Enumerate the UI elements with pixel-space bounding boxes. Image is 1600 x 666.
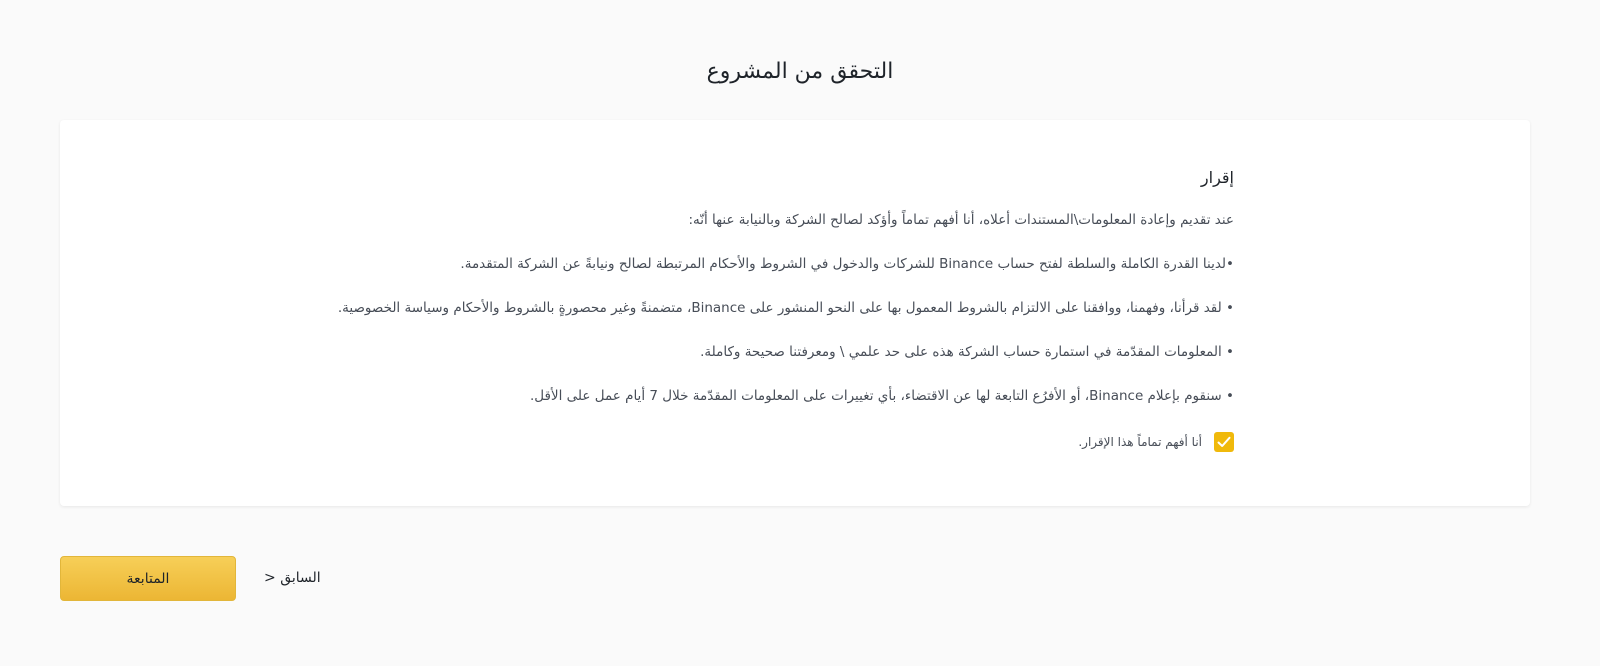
page-title: التحقق من المشروع [706, 59, 894, 84]
back-label: السابق [280, 570, 321, 586]
declaration-bullet: • لقد قرأنا، وفهمنا، ووافقنا على الالتزام بالشروط المعمول بها على النحو المنشور على Binance، متضمنةً وغير محصورةٍ بالشروط والأحكام وسياسة الخصوصية. [337, 300, 1234, 316]
back-arrow-icon: < [264, 570, 276, 586]
agree-checkbox[interactable] [1214, 432, 1234, 452]
agree-row[interactable] [1078, 432, 1234, 452]
declaration-bullet: • المعلومات المقدّمة في استمارة حساب الشركة هذه على حد علمي \ ومعرفتنا صحيحة وكاملة. [700, 344, 1234, 360]
continue-button[interactable]: المتابعة [60, 556, 236, 601]
declaration-title: إقرار [1200, 168, 1234, 187]
declaration-card [60, 120, 1530, 506]
declaration-bullet: •لدينا القدرة الكاملة والسلطة لفتح حساب Binance للشركات والدخول في الشروط والأحكام المرتبطة لصالح ونيابةً عن الشركة المتقدمة. [460, 256, 1234, 272]
agree-label[interactable]: أنا أفهم تماماً هذا الإقرار. [1078, 435, 1202, 449]
declaration-intro: عند تقديم وإعادة المعلومات\المستندات أعلاه، أنا أفهم تماماً وأؤكد لصالح الشركة وبالنيابة عنها أنّه: [688, 212, 1234, 228]
checkmark-icon [1216, 434, 1232, 450]
declaration-bullet: • سنقوم بإعلام Binance، أو الأفرُع التابعة لها عن الاقتضاء، بأي تغييرات على المعلومات المقدّمة خلال 7 أيام عمل على الأقل. [529, 388, 1234, 404]
back-button[interactable] [264, 568, 321, 588]
